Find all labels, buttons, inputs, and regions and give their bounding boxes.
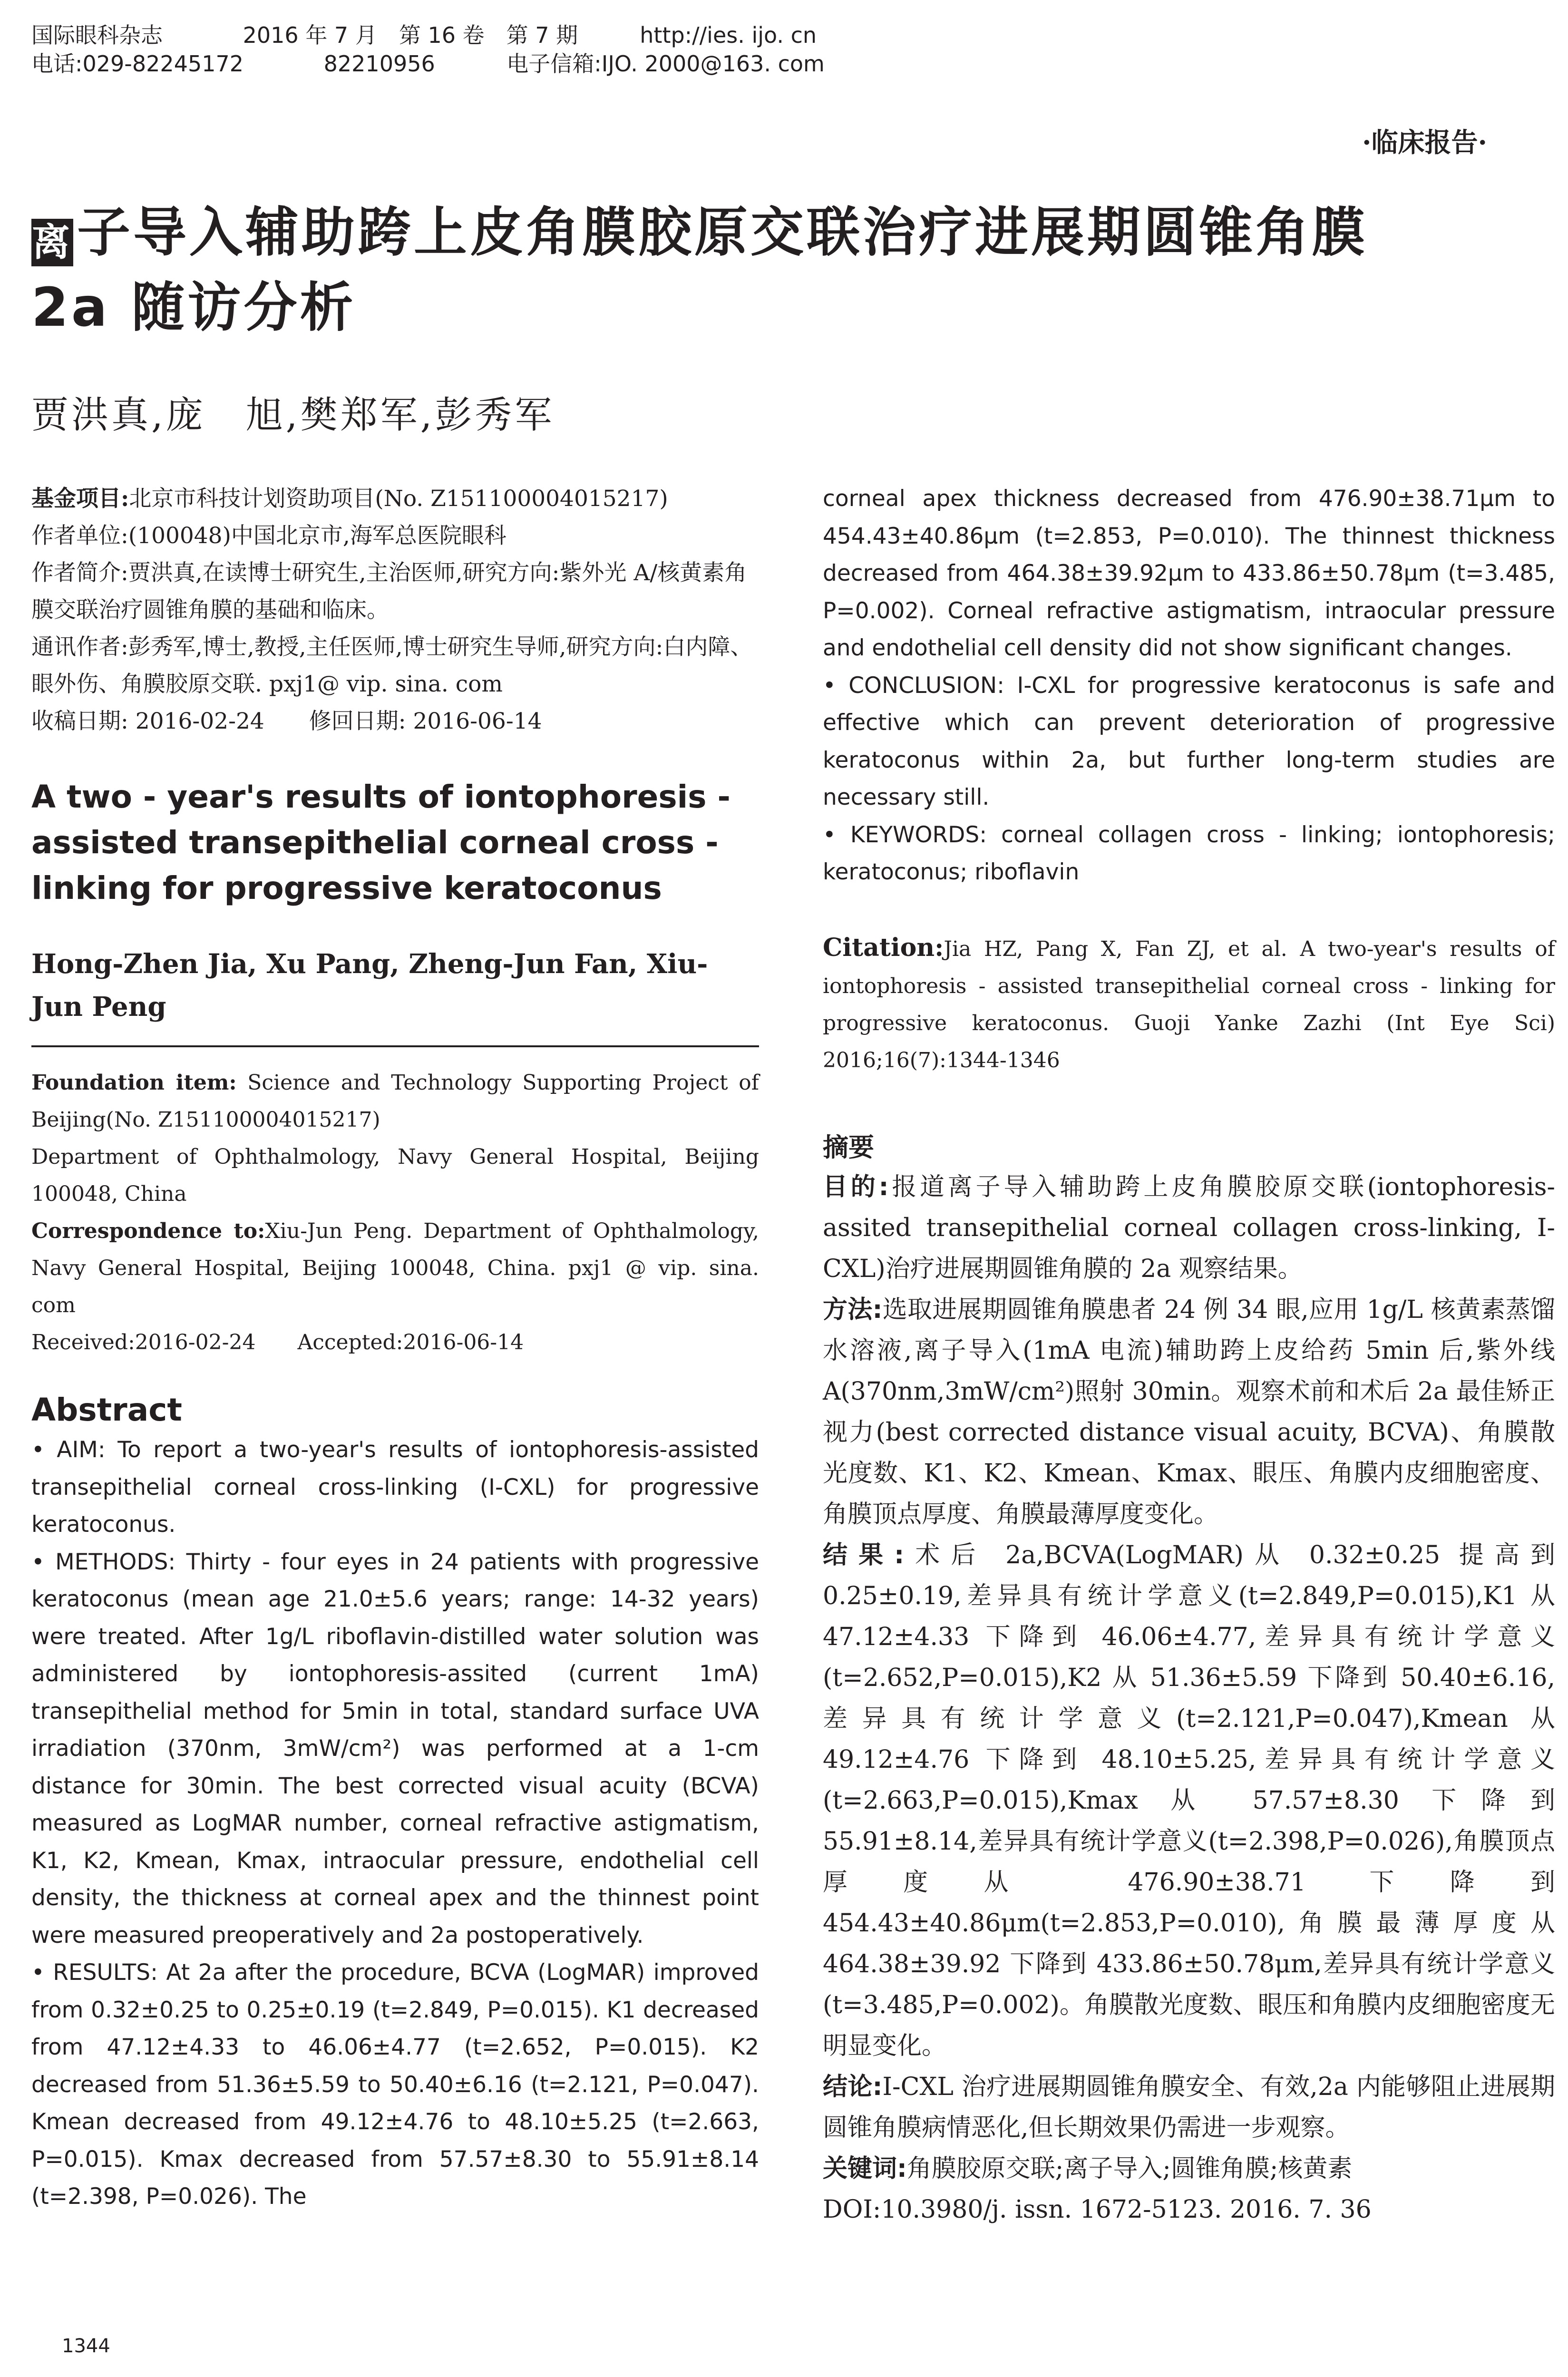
journal-url[interactable]: http://ies. ijo. cn bbox=[640, 22, 817, 48]
cn-conclusion bbox=[823, 2066, 1555, 2148]
title-initial-mark: 离 bbox=[31, 219, 73, 266]
abstract-heading: Abstract bbox=[31, 1392, 182, 1428]
english-title: A two - year's results of iontophoresis - assisted transepithelial corneal cross - linking for progressive keratoconus bbox=[31, 779, 730, 906]
cn-keywords bbox=[823, 2148, 1555, 2189]
abstract-results: • RESULTS: At 2a after the procedure, BCVA (LogMAR) improved from 0.32±0.25 to 0.25±0.19 (t=2.849, P=0.015). K1 decreased from 47.12±4.33 to 46.06±4.77 (t=2.652, P=0.015). K2 decreased from 51.36±5.59 to 50.40±6.16 (t=2.121, P=0.047). Kmean decreased from 49.12±4.76 to 48.10±5.25 (t=2.663, P=0.015). Kmax decreased from 57.57±8.30 to 55.91±8.14 (t=2.398, P=0.026). The bbox=[31, 1959, 759, 2210]
abstract-results-continued: corneal apex thickness decreased from 476.90±38.71μm to 454.43±40.86μm (t=2.853, P=0.010). The thinnest thickness decreased from 464.38±39.92μm to 433.86±50.78μm (t=3.485, P=0.002). Corneal refractive astigmatism, intraocular pressure and endothelial cell density did not show significant changes. bbox=[823, 486, 1555, 661]
cn-methods bbox=[823, 1289, 1555, 1535]
phone: 电话:029-82245172 bbox=[31, 51, 244, 77]
cn-keywords-text: 角膜胶原交联;离子导入;圆锥角膜;核黄素 bbox=[906, 2154, 1353, 2183]
cn-aim-label: 目的: bbox=[823, 1172, 889, 1201]
email[interactable]: 电子信箱:IJO. 2000@163. com bbox=[506, 51, 825, 77]
foundation-text-cn: 北京市科技计划资助项目(No. Z151100004015217) bbox=[129, 486, 668, 512]
doi[interactable]: DOI:10.3980/j. issn. 1672-5123. 2016. 7. 36 bbox=[823, 2195, 1372, 2224]
foundation-text: Science and Technology Supporting Project of Beijing(No. Z151100004015217) bbox=[31, 1071, 759, 1132]
phone-2: 82210956 bbox=[323, 51, 435, 77]
citation-label: Citation: bbox=[823, 933, 944, 962]
section-tag: ·临床报告· bbox=[1362, 127, 1487, 158]
article-title bbox=[31, 195, 1544, 345]
header-line-2 bbox=[31, 49, 1506, 78]
header-line-1 bbox=[31, 21, 1506, 49]
english-authors: Hong-Zhen Jia, Xu Pang, Zheng-Jun Fan, Xiu-Jun Peng bbox=[31, 948, 708, 1023]
abstract-methods: • METHODS: Thirty - four eyes in 24 patients with progressive keratoconus (mean age 21.0±5.6 years; range: 14-32 years) were treated. After 1g/L riboflavin-distilled water solution was administered by iontophoresis-assited (current 1mA) transepithelial method for 5min in total, standard surface UVA irradiation (370nm, 3mW/cm²) was performed at a 1-cm distance for 30min. The best corrected visual acuity (BCVA) measured as LogMAR number, corneal refractive astigmatism, K1, K2, Kmean, Kmax, intraocular pressure, endothelial cell density, the thickness at corneal apex and the thinnest point were measured preoperatively and 2a postoperatively. bbox=[31, 1549, 759, 1948]
foundation-item bbox=[31, 1064, 759, 1139]
journal-header bbox=[31, 21, 1506, 78]
received-accepted: Received:2016-02-24 Accepted:2016-06-14 bbox=[31, 1330, 524, 1354]
cn-conclusion-label: 结论: bbox=[823, 2072, 883, 2101]
cn-conclusion-text: I-CXL 治疗进展期圆锥角膜安全、有效,2a 内能够阻止进展期圆锥角膜病情恶化,但长期效果仍需进一步观察。 bbox=[823, 2072, 1556, 2142]
issue-info: 2016 年 7 月 第 16 卷 第 7 期 bbox=[243, 22, 578, 48]
cn-results bbox=[823, 1535, 1555, 2066]
correspondence bbox=[31, 1213, 759, 1324]
divider bbox=[31, 1045, 759, 1047]
right-column bbox=[823, 480, 1555, 2230]
citation bbox=[823, 929, 1555, 1079]
cn-aim-text: 报道离子导入辅助跨上皮角膜胶原交联(iontophoresis-assited transepithelial corneal collagen cross-linking, I-CXL)治疗进展期圆锥角膜的 2a 观察结果。 bbox=[823, 1172, 1555, 1283]
cn-results-text: 术后 2a,BCVA(LogMAR)从 0.32±0.25 提高到 0.25±0.19,差异具有统计学意义(t=2.849,P=0.015),K1 从 47.12±4.33 下降到 46.06±4.77,差异具有统计学意义(t=2.652,P=0.015),K2 从 51.36±5.59 下降到 50.40±6.16,差异具有统计学意义(t=2.121,P=0.047),Kmean 从 49.12±4.76 下降到 48.10±5.25,差异具有统计学意义(t=2.663,P=0.015),Kmax 从 57.57±8.30 下降到 55.91±8.14,差异具有统计学意义(t=2.398,P=0.026),角膜顶点厚度从 476.90±38.71 下降到 454.43±40.86μm(t=2.853,P=0.010),角膜最薄厚度从 464.38±39.92 下降到 433.86±50.78μm,差异具有统计学意义(t=3.485,P=0.002)。角膜散光度数、眼压和角膜内皮细胞密度无明显变化。 bbox=[823, 1540, 1555, 2060]
left-column bbox=[31, 480, 759, 2216]
abstract-conclusion: • CONCLUSION: I-CXL for progressive keratoconus is safe and effective which can prevent deterioration of progressive keratoconus within 2a, but further long-term studies are necessary still. bbox=[823, 672, 1555, 810]
cn-abstract-heading: 摘要 bbox=[823, 1132, 874, 1162]
correspondence-text: Xiu-Jun Peng. Department of Ophthalmology, Navy General Hospital, Beijing 100048, China. pxj1 @ vip. sina. com bbox=[31, 1219, 759, 1317]
cn-info-dates: 收稿日期: 2016-02-24 修回日期: 2016-06-14 bbox=[31, 708, 542, 734]
cn-methods-label: 方法: bbox=[823, 1295, 883, 1324]
cn-info-foundation bbox=[31, 480, 759, 517]
cn-info-affiliation: 作者单位:(100048)中国北京市,海军总医院眼科 bbox=[31, 523, 506, 549]
page-number: 1344 bbox=[62, 2335, 110, 2357]
cn-results-label: 结果: bbox=[823, 1540, 905, 1569]
cn-info-correspondence: 通讯作者:彭秀军,博士,教授,主任医师,博士研究生导师,研究方向:白内障、眼外伤、角膜胶原交联. pxj1@ vip. sina. com bbox=[31, 634, 753, 697]
journal-name: 国际眼科杂志 bbox=[31, 22, 163, 48]
cn-aim bbox=[823, 1167, 1555, 1289]
cn-info-author-bio: 作者简介:贾洪真,在读博士研究生,主治医师,研究方向:紫外光 A/核黄素角膜交联治疗圆锥角膜的基础和临床。 bbox=[31, 560, 747, 623]
foundation-label: Foundation item: bbox=[31, 1071, 237, 1095]
foundation-label-cn: 基金项目: bbox=[31, 486, 129, 512]
citation-text: Jia HZ, Pang X, Fan ZJ, et al. A two-year's results of iontophoresis - assisted transepithelial corneal cross - linking for progressive keratoconus. Guoji Yanke Zazhi (Int Eye Sci) 2016;16(7):1344-1346 bbox=[823, 936, 1555, 1072]
title-line-1: 子导入辅助跨上皮角膜胶原交联治疗进展期圆锥角膜 bbox=[77, 202, 1368, 263]
cn-methods-text: 选取进展期圆锥角膜患者 24 例 34 眼,应用 1g/L 核黄素蒸馏水溶液,离子导入(1mA 电流)辅助跨上皮给药 5min 后,紫外线 A(370nm,3mW/cm²)照射 30min。观察术前和术后 2a 最佳矫正视力(best corrected distance visual acuity, BCVA)、角膜散光度数、K1、K2、Kmean、Kmax、眼压、角膜内皮细胞密度、角膜顶点厚度、角膜最薄厚度变化。 bbox=[823, 1295, 1556, 1529]
department: Department of Ophthalmology, Navy General Hospital, Beijing 100048, China bbox=[31, 1145, 759, 1206]
cn-keywords-label: 关键词: bbox=[823, 2154, 907, 2183]
title-line-2: 2a 随访分析 bbox=[31, 277, 356, 339]
abstract-aim: • AIM: To report a two-year's results of iontophoresis-assisted transepithelial corneal cross-linking (I-CXL) for progressive keratoconus. bbox=[31, 1437, 759, 1538]
correspondence-label: Correspondence to: bbox=[31, 1219, 265, 1243]
authors-cn: 贾洪真,庞 旭,樊郑军,彭秀军 bbox=[31, 394, 555, 437]
abstract-keywords: • KEYWORDS: corneal collagen cross - linking; iontophoresis; keratoconus; riboflavin bbox=[823, 821, 1555, 885]
